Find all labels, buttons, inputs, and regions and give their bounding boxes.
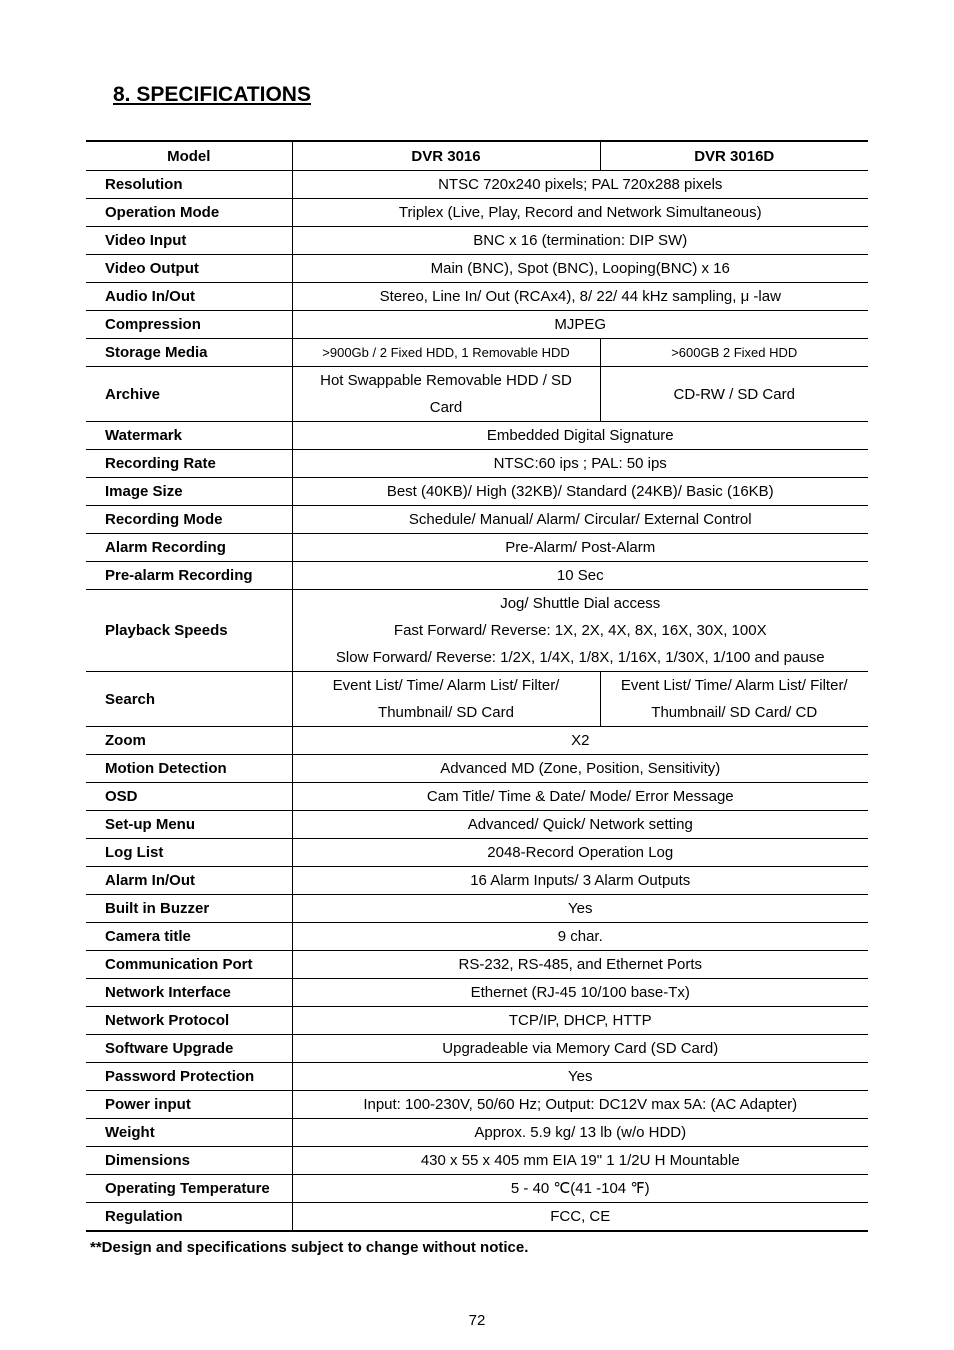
- row-value: Input: 100-230V, 50/60 Hz; Output: DC12V max 5A: (AC Adapter): [292, 1091, 868, 1119]
- table-row: [86, 1091, 868, 1119]
- row-value: NTSC 720x240 pixels; PAL 720x288 pixels: [292, 171, 868, 199]
- row-label: Compression: [86, 311, 292, 339]
- row-value-dvr-3016: [292, 672, 600, 727]
- cell-line: Hot Swappable Removable HDD / SD: [320, 372, 572, 389]
- row-value: Upgradeable via Memory Card (SD Card): [292, 1035, 868, 1063]
- table-row: [86, 171, 868, 199]
- row-label: Archive: [86, 367, 292, 422]
- row-label: Recording Rate: [86, 450, 292, 478]
- row-label: Playback Speeds: [86, 590, 292, 672]
- row-value: Approx. 5.9 kg/ 13 lb (w/o HDD): [292, 1119, 868, 1147]
- row-label: Network Interface: [86, 979, 292, 1007]
- table-row: [86, 783, 868, 811]
- table-row: [86, 534, 868, 562]
- row-label: Motion Detection: [86, 755, 292, 783]
- row-value-dvr-3016d: CD-RW / SD Card: [600, 367, 868, 422]
- row-value: Triplex (Live, Play, Record and Network Simultaneous): [292, 199, 868, 227]
- row-value: MJPEG: [292, 311, 868, 339]
- row-label: Power input: [86, 1091, 292, 1119]
- row-label: Pre-alarm Recording: [86, 562, 292, 590]
- table-row: [86, 1175, 868, 1203]
- row-label: OSD: [86, 783, 292, 811]
- row-label: Dimensions: [86, 1147, 292, 1175]
- row-value: Cam Title/ Time & Date/ Mode/ Error Message: [292, 783, 868, 811]
- row-value: 430 x 55 x 405 mm EIA 19" 1 1/2U H Mountable: [292, 1147, 868, 1175]
- row-value: Advanced MD (Zone, Position, Sensitivity): [292, 755, 868, 783]
- row-label: Communication Port: [86, 951, 292, 979]
- row-value: TCP/IP, DHCP, HTTP: [292, 1007, 868, 1035]
- row-value: Ethernet (RJ-45 10/100 base-Tx): [292, 979, 868, 1007]
- cell-line: Fast Forward/ Reverse: 1X, 2X, 4X, 8X, 16X, 30X, 100X: [393, 622, 767, 639]
- row-value: Yes: [292, 895, 868, 923]
- row-label: Alarm In/Out: [86, 867, 292, 895]
- table-row: [86, 590, 868, 672]
- table-row: [86, 1035, 868, 1063]
- table-row: [86, 1007, 868, 1035]
- table-row: [86, 450, 868, 478]
- table-header-row: [86, 141, 868, 171]
- row-value: FCC, CE: [292, 1203, 868, 1232]
- table-row: [86, 895, 868, 923]
- table-row: [86, 255, 868, 283]
- table-row: [86, 672, 868, 727]
- row-label: Operating Temperature: [86, 1175, 292, 1203]
- row-label: Password Protection: [86, 1063, 292, 1091]
- table-row: [86, 311, 868, 339]
- cell-line: Event List/ Time/ Alarm List/ Filter/: [620, 677, 848, 694]
- row-label: Weight: [86, 1119, 292, 1147]
- table-row: [86, 1063, 868, 1091]
- row-value-dvr-3016d: >600GB 2 Fixed HDD: [600, 339, 868, 367]
- row-label: Storage Media: [86, 339, 292, 367]
- row-value: Best (40KB)/ High (32KB)/ Standard (24KB)/ Basic (16KB): [292, 478, 868, 506]
- table-row: [86, 811, 868, 839]
- row-value: Stereo, Line In/ Out (RCAx4), 8/ 22/ 44 kHz sampling, μ -law: [292, 283, 868, 311]
- row-value-dvr-3016d: [600, 672, 868, 727]
- row-value: 2048-Record Operation Log: [292, 839, 868, 867]
- table-row: [86, 367, 868, 422]
- cell-line: Slow Forward/ Reverse: 1/2X, 1/4X, 1/8X, 1/16X, 1/30X, 1/100 and pause: [335, 649, 825, 666]
- page-number: 72: [468, 1312, 486, 1329]
- table-row: [86, 562, 868, 590]
- row-label: Software Upgrade: [86, 1035, 292, 1063]
- row-value: NTSC:60 ips ; PAL: 50 ips: [292, 450, 868, 478]
- table-row: [86, 339, 868, 367]
- row-label: Camera title: [86, 923, 292, 951]
- cell-line: Thumbnail/ SD Card: [378, 704, 514, 721]
- table-row: [86, 867, 868, 895]
- row-label: Regulation: [86, 1203, 292, 1232]
- row-label: Alarm Recording: [86, 534, 292, 562]
- cell-line: Event List/ Time/ Alarm List/ Filter/: [332, 677, 560, 694]
- table-row: [86, 727, 868, 755]
- table-row: [86, 422, 868, 450]
- row-value: Pre-Alarm/ Post-Alarm: [292, 534, 868, 562]
- row-value: X2: [292, 727, 868, 755]
- table-row: [86, 478, 868, 506]
- row-label: Zoom: [86, 727, 292, 755]
- row-value-dvr-3016: >900Gb / 2 Fixed HDD, 1 Removable HDD: [292, 339, 600, 367]
- row-value: RS-232, RS-485, and Ethernet Ports: [292, 951, 868, 979]
- specifications-table: [86, 140, 868, 1232]
- row-label: Recording Mode: [86, 506, 292, 534]
- row-label: Watermark: [86, 422, 292, 450]
- row-value: 16 Alarm Inputs/ 3 Alarm Outputs: [292, 867, 868, 895]
- row-label: Resolution: [86, 171, 292, 199]
- table-row: [86, 923, 868, 951]
- row-label: Operation Mode: [86, 199, 292, 227]
- row-label: Set-up Menu: [86, 811, 292, 839]
- row-label: Image Size: [86, 478, 292, 506]
- table-row: [86, 506, 868, 534]
- row-label: Video Input: [86, 227, 292, 255]
- table-row: [86, 979, 868, 1007]
- row-value: 10 Sec: [292, 562, 868, 590]
- row-label: Network Protocol: [86, 1007, 292, 1035]
- header-dvr-3016d: DVR 3016D: [600, 141, 868, 171]
- header-model: Model: [86, 141, 292, 171]
- cell-line: Jog/ Shuttle Dial access: [500, 595, 661, 612]
- cell-line: Card: [429, 399, 463, 416]
- header-dvr-3016: DVR 3016: [292, 141, 600, 171]
- row-label: Built in Buzzer: [86, 895, 292, 923]
- page-title: 8. SPECIFICATIONS: [113, 83, 311, 106]
- row-value: 9 char.: [292, 923, 868, 951]
- row-value: Advanced/ Quick/ Network setting: [292, 811, 868, 839]
- row-value: Schedule/ Manual/ Alarm/ Circular/ External Control: [292, 506, 868, 534]
- row-value: 5 - 40 ℃(41 -104 ℉): [292, 1175, 868, 1203]
- table-row: [86, 199, 868, 227]
- row-value: [292, 590, 868, 672]
- disclaimer-note: **Design and specifications subject to change without notice.: [90, 1239, 529, 1256]
- row-value: BNC x 16 (termination: DIP SW): [292, 227, 868, 255]
- row-value: Yes: [292, 1063, 868, 1091]
- table-row: [86, 755, 868, 783]
- row-value: Embedded Digital Signature: [292, 422, 868, 450]
- table-row: [86, 1147, 868, 1175]
- table-row: [86, 283, 868, 311]
- row-label: Audio In/Out: [86, 283, 292, 311]
- table-row: [86, 839, 868, 867]
- table-row: [86, 1119, 868, 1147]
- row-label: Search: [86, 672, 292, 727]
- table-row: [86, 1203, 868, 1232]
- row-label: Video Output: [86, 255, 292, 283]
- row-label: Log List: [86, 839, 292, 867]
- row-value: Main (BNC), Spot (BNC), Looping(BNC) x 16: [292, 255, 868, 283]
- table-row: [86, 227, 868, 255]
- cell-line: Thumbnail/ SD Card/ CD: [651, 704, 818, 721]
- row-value-dvr-3016: [292, 367, 600, 422]
- table-row: [86, 951, 868, 979]
